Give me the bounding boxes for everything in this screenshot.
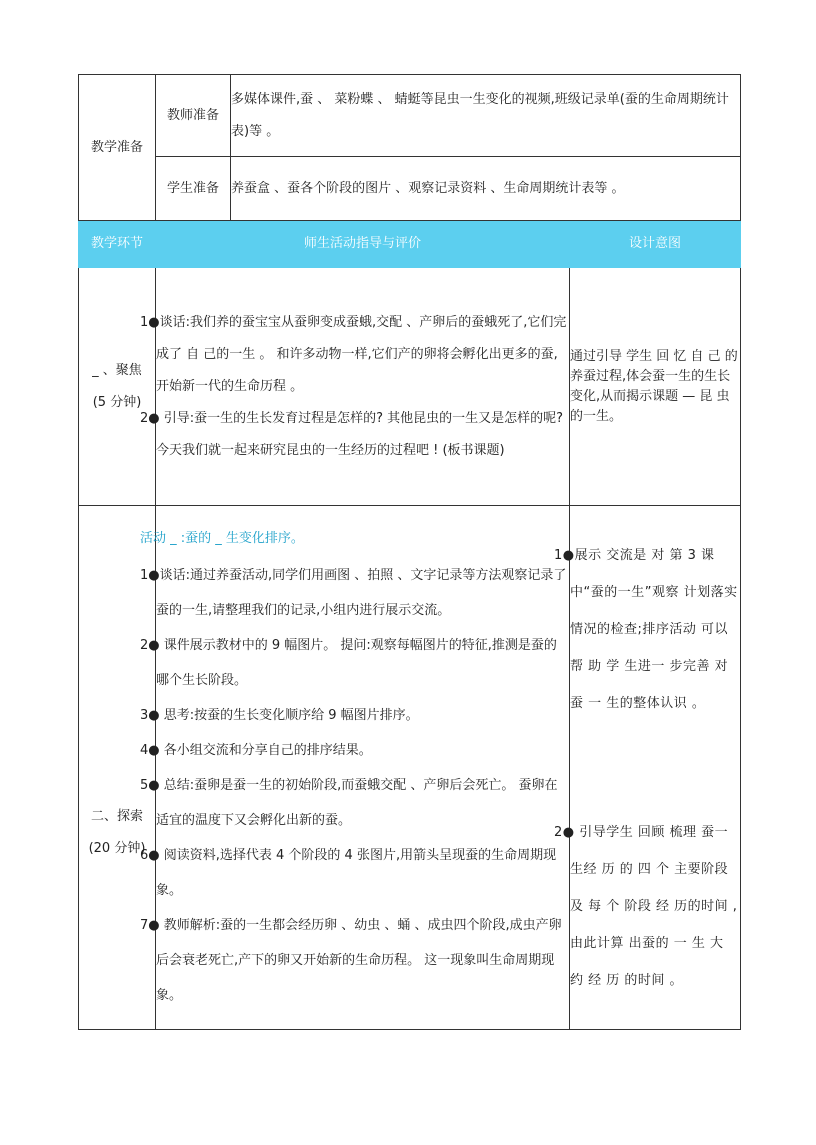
explore-activities (140, 506, 570, 1030)
header-stage: 教学环节 (79, 221, 156, 268)
focus-stage-label (79, 268, 156, 506)
header-activities: 师生活动指导与评价 (156, 221, 570, 268)
student-prep-text: 养蚕盒 、蚕各个阶段的图片 、观察记录资料 、生命周期统计表等 。 (231, 157, 741, 221)
header-intent: 设计意图 (570, 221, 741, 268)
explore-stage-duration: (20 分钟) (88, 840, 146, 856)
teacher-prep-text: 多媒体课件,蚕 、 菜粉蝶 、 蜻蜓等昆虫一生变化的视频,班级记录单(蚕的生命周期统计表)等 。 (231, 75, 741, 157)
focus-item-2: 2● 引导:蚕一生的生长发育过程是怎样的? 其他昆虫的一生又是怎样的呢? 今天我们就一起来研究昆虫的一生经历的过程吧 ! (板书课题) (140, 410, 564, 458)
focus-activities (140, 268, 570, 506)
explore-item-1: 1●谈话:通过养蚕活动,同学们用画图 、拍照 、文字记录等方法观察记录了蚕的一生,请整理我们的记录,小组内进行展示交流。 (140, 568, 567, 618)
focus-intent: 通过引导 学生 回 忆 自 己 的养蚕过程,体会蚕一生的生长变化,从而揭示课题 — 昆 虫 的一生。 (570, 268, 741, 506)
student-prep-label: 学生准备 (156, 157, 231, 221)
student-prep-row (79, 157, 741, 221)
focus-stage-title: _ 、聚焦 (92, 362, 142, 378)
teacher-prep-label: 教师准备 (156, 75, 231, 157)
explore-intent-2: 2● 引导学生 回顾 梳理 蚕一生经 历 的 四 个 主要阶段 及 每 个 阶段 经 历的时间 , 由此计算 出蚕的 一 生 大 约 经 历 的时间 。 (554, 824, 738, 988)
focus-row (79, 268, 741, 506)
explore-item-7: 7● 教师解析:蚕的一生都会经历卵 、幼虫 、蛹 、成虫四个阶段,成虫产卵后会衰老死亡,产下的卵又开始新的生命历程。 这一现象叫生命周期现象。 (140, 918, 562, 1003)
explore-item-6: 6● 阅读资料,选择代表 4 个阶段的 4 张图片,用箭头呈现蚕的生命周期现象。 (140, 848, 557, 898)
prep-label: 教学准备 (79, 75, 156, 221)
explore-intent-1: 1●展示 交流是 对 第 3 课中“蚕的一生”观察 计划落实情况的检查;排序活动 可以 帮 助 学 生进一 步完善 对 蚕 一 生的整体认识 。 (554, 547, 738, 711)
explore-intent (554, 506, 741, 1030)
intent-spacer (570, 722, 740, 814)
explore-row (79, 506, 741, 1030)
focus-item-1: 1●谈话:我们养的蚕宝宝从蚕卵变成蚕蛾,交配 、产卵后的蚕蛾死了,它们完成了 自 己的一生 。 和许多动物一样,它们产的卵将会孵化出更多的蚕,开始新一代的生命历程 。 (140, 314, 567, 394)
teacher-prep-row (79, 75, 741, 157)
explore-stage-title: 二、探索 (90, 808, 143, 824)
focus-stage-duration: (5 分钟) (92, 394, 142, 410)
explore-item-4: 4● 各小组交流和分享自己的排序结果。 (140, 743, 372, 758)
explore-item-5: 5● 总结:蚕卵是蚕一生的初始阶段,而蚕蛾交配 、产卵后会死亡。 蚕卵在适宜的温度下又会孵化出新的蚕。 (140, 778, 558, 828)
lesson-plan-table (78, 74, 741, 1030)
activity-title: 活动 _ :蚕的 _ 生变化排序。 (140, 531, 304, 546)
table-header-row (79, 221, 741, 268)
explore-item-3: 3● 思考:按蚕的生长变化顺序给 9 幅图片排序。 (140, 708, 419, 723)
explore-item-2: 2● 课件展示教材中的 9 幅图片。 提问:观察每幅图片的特征,推测是蚕的哪个生长阶段。 (140, 638, 557, 688)
